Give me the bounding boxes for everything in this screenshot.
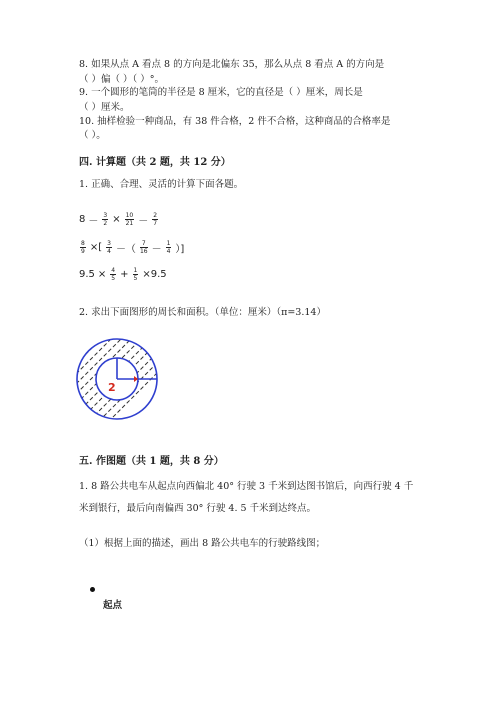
expr1-int: 8 (79, 213, 86, 225)
numerator: 2 (153, 211, 158, 219)
expr2-op: ×[ (89, 241, 103, 253)
q8-line1: 8. 如果从点 A 看点 8 的方向是北偏东 35，那么从点 8 看点 A 的方向是 (79, 59, 385, 70)
numerator: 10 (125, 211, 134, 219)
denominator: 7 (153, 219, 158, 227)
q8-line2: （ ）偏（ ）（ ）°。 (79, 74, 165, 85)
expression-1 (79, 207, 159, 231)
numerator: 3 (103, 211, 108, 219)
ring-figure (74, 336, 164, 426)
expr1-fraction (102, 212, 108, 227)
numerator: 1 (133, 266, 138, 274)
numerator: 1 (166, 239, 171, 247)
denominator: 5 (133, 274, 138, 282)
expr2-fraction (80, 240, 86, 255)
expr2-op: －（ (115, 243, 136, 255)
numerator: 3 (107, 239, 111, 247)
drawing-subquestion: （1）根据上面的描述，画出 8 路公共电车的行驶路线图； (79, 538, 326, 549)
expr1-fraction (125, 212, 135, 227)
expr2-op: ）] (175, 243, 185, 255)
expr1-op: × (112, 213, 121, 225)
expr2-fraction (166, 240, 172, 255)
section5-title: 五. 作图题（共 1 题，共 8 分） (79, 456, 224, 467)
expression-3 (79, 262, 170, 286)
expression-2 (79, 235, 187, 259)
q9-line2: （ ）厘米。 (79, 102, 130, 113)
start-point-dot (90, 587, 95, 592)
radius-label: 2 (108, 381, 116, 394)
numerator: 7 (141, 239, 146, 247)
start-label: 起点 (103, 600, 123, 611)
expr3-fraction (110, 267, 116, 282)
expr3-op: ×9.5 (142, 268, 167, 280)
expr3-fraction (133, 267, 139, 282)
expr1-op: － (88, 215, 99, 227)
expr2-fraction (140, 240, 148, 255)
denominator: 4 (166, 247, 171, 255)
denominator: 4 (107, 247, 111, 255)
expr2-fraction (106, 240, 112, 255)
drawing-question-line1: 1. 8 路公共电车从起点向西偏北 40° 行驶 3 千米到达图书馆后，向西行驶 4 千 (79, 481, 414, 492)
expr3-op: × (97, 268, 107, 280)
expr1-op: － (138, 215, 149, 227)
calc-instruction: 1. 正确、合理、灵活的计算下面各题。 (79, 179, 244, 190)
expr3-decimal: 9.5 (79, 268, 95, 280)
area-question: 2. 求出下面图形的周长和面积。（单位：厘米）（π=3.14） (79, 307, 326, 318)
expr3-op: + (120, 268, 129, 280)
denominator: 5 (111, 274, 116, 282)
numerator: 8 (81, 239, 85, 247)
q10-line1: 10. 抽样检验一种商品，有 38 件合格，2 件不合格，这种商品的合格率是 (79, 116, 391, 127)
q10-line2: （ ）。 (79, 130, 106, 141)
q9-line1: 9. 一个圆形的笔筒的半径是 8 厘米，它的直径是（ ）厘米，周长是 (79, 87, 363, 98)
denominator: 16 (139, 247, 148, 255)
denominator: 2 (103, 219, 108, 227)
expr2-op: － (151, 243, 162, 255)
expr1-fraction (152, 212, 158, 227)
denominator: 21 (125, 219, 134, 227)
drawing-question-line2: 米到银行，最后向南偏西 30° 行驶 4. 5 千米到达终点。 (79, 503, 317, 514)
denominator: 9 (81, 247, 85, 255)
section4-title: 四. 计算题（共 2 题，共 12 分） (79, 157, 231, 168)
numerator: 4 (111, 266, 116, 274)
